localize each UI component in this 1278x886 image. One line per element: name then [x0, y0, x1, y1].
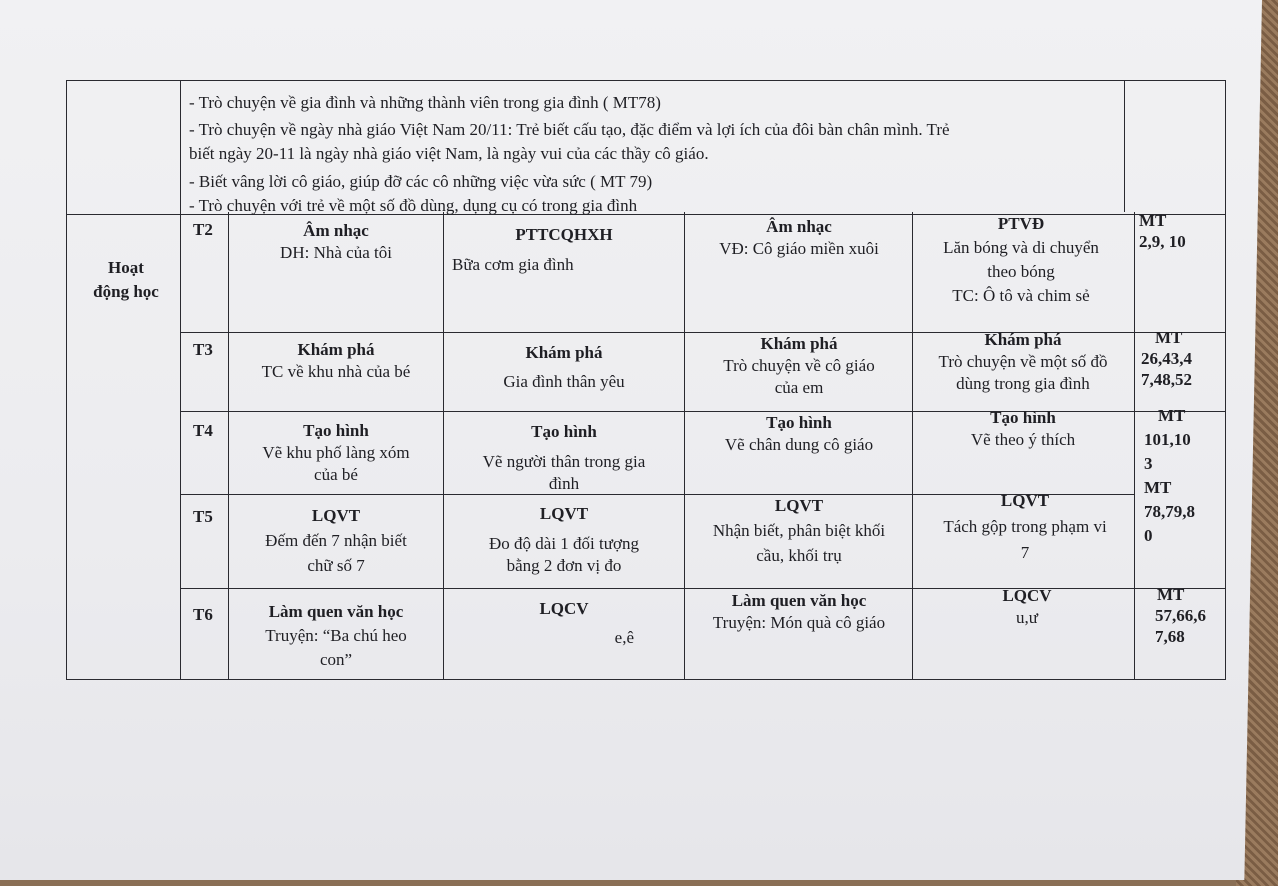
activity-text: Gia đình thân yêu [503, 372, 625, 391]
activity-title: Tạo hình [531, 422, 597, 441]
note-line: - Trò chuyện với trẻ về một số đồ dùng, dụng cụ có trong gia đình [189, 196, 638, 215]
activity-title: LQCV [1002, 586, 1052, 605]
activity-text: của bé [314, 465, 358, 484]
activity-cell [688, 216, 910, 260]
activity-text: Đếm đến 7 nhận biết [265, 531, 407, 550]
activity-text: Vẽ người thân trong gia [482, 452, 646, 471]
activity-cell [446, 598, 682, 649]
mt-code [1141, 327, 1192, 390]
mt-line: 0 [1144, 526, 1153, 545]
activity-text: cầu, khối trụ [756, 546, 842, 565]
activity-cell [914, 212, 1128, 308]
activity-cell [688, 412, 910, 456]
note-line: biết ngày 20-11 là ngày nhà giáo việt Nam, là ngày vui của các thầy cô giáo. [189, 144, 709, 163]
activity-text: con” [319, 650, 353, 669]
activity-cell [232, 339, 440, 383]
activity-text: Truyện: “Ba chú heo [265, 626, 407, 645]
activity-text: TC: Ô tô và chim sẻ [952, 286, 1090, 305]
note-line: - Trò chuyện về ngày nhà giáo Việt Nam 20/11: Trẻ biết cấu tạo, đặc điểm và lợi ích của đôi bàn chân mình. Trẻ [189, 120, 950, 139]
activity-cell [232, 220, 440, 264]
activity-cell [232, 600, 440, 672]
grid-line [684, 212, 685, 680]
activity-title: Tạo hình [766, 413, 832, 432]
mt-line: 7,48,52 [1141, 370, 1192, 389]
activity-cell [688, 493, 910, 568]
activity-title: Khám phá [760, 334, 838, 353]
activity-title: LQCV [539, 599, 589, 618]
activity-title: LQVT [311, 506, 361, 525]
activity-text: e,ê [614, 628, 634, 647]
activity-text: của em [774, 378, 824, 397]
day-label: T4 [193, 421, 213, 440]
mt-line: 26,43,4 [1141, 349, 1192, 368]
grid-line [912, 212, 913, 680]
activity-text: u,ư [1016, 608, 1038, 627]
activity-cell [918, 585, 1136, 629]
activity-text: TC về khu nhà của bé [261, 362, 411, 381]
activity-title: Làm quen văn học [268, 602, 404, 621]
activity-text: Vẽ theo ý thích [970, 430, 1076, 449]
grid-line [443, 212, 444, 680]
activity-cell [688, 590, 910, 634]
grid-line [228, 212, 229, 680]
day-label: T2 [193, 220, 213, 239]
note-line: - Trò chuyện về gia đình và những thành viên trong gia đình ( MT78) [189, 93, 661, 112]
day-label: T5 [193, 507, 213, 526]
mt-line: 101,10 [1144, 430, 1191, 449]
activity-title: PTVĐ [997, 214, 1045, 233]
mt-line: 78,79,8 [1144, 502, 1195, 521]
activity-text: Vẽ chân dung cô giáo [724, 435, 874, 454]
activity-title: Làm quen văn học [731, 591, 867, 610]
activity-cell [232, 503, 440, 578]
activity-text: Nhận biết, phân biệt khối [712, 521, 886, 540]
activity-title: LQVT [539, 504, 589, 523]
activity-title: PTTCQHXH [515, 225, 613, 244]
grid-line [1124, 80, 1125, 212]
activity-text: dùng trong gia đình [956, 374, 1090, 393]
activity-text: DH: Nhà của tôi [280, 243, 392, 262]
mt-line: 57,66,6 [1155, 606, 1206, 625]
activity-text: Đo độ dài 1 đối tượng [489, 534, 639, 553]
activity-title: Âm nhạc [766, 217, 832, 236]
activity-title: LQVT [1000, 491, 1050, 510]
activity-text: Trò chuyện về cô giáo [723, 356, 875, 375]
activity-text: theo bóng [987, 262, 1055, 281]
activity-text: Trò chuyện về một số đồ [938, 352, 1108, 371]
activity-cell [446, 224, 682, 276]
activity-cell [914, 329, 1132, 395]
mt-line: MT [1158, 406, 1186, 425]
activity-title: Khám phá [984, 330, 1062, 349]
activity-title: Tạo hình [990, 408, 1056, 427]
note-line: - Biết vâng lời cô giáo, giúp đỡ các cô những việc vừa sức ( MT 79) [189, 172, 653, 191]
mt-code [1139, 210, 1186, 252]
activity-text: Bữa cơm gia đình [452, 255, 574, 274]
mt-code [1155, 584, 1206, 647]
mt-line: 7,68 [1155, 627, 1185, 646]
activity-text: Tách gộp trong phạm vi [943, 517, 1107, 536]
activity-title: Khám phá [297, 340, 375, 359]
activity-text: Lăn bóng và di chuyển [943, 238, 1099, 257]
activity-text: bằng 2 đơn vị đo [506, 556, 622, 575]
section-label: Hoạt [108, 258, 144, 277]
activity-cell [446, 503, 682, 577]
day-label: T3 [193, 340, 213, 359]
activity-text: VĐ: Cô giáo miền xuôi [719, 239, 879, 258]
grid-line [180, 80, 181, 680]
activity-cell [688, 333, 910, 399]
mt-line: 3 [1144, 454, 1153, 473]
activity-cell [446, 421, 682, 495]
activity-text: đình [548, 474, 580, 493]
mt-line: MT [1139, 211, 1167, 230]
mt-line: MT [1157, 585, 1185, 604]
activity-title: LQVT [774, 496, 824, 515]
activity-title: Khám phá [525, 343, 603, 362]
mt-line: MT [1155, 328, 1183, 347]
activity-cell [446, 342, 682, 393]
activity-text: Truyện: Món quà cô giáo [712, 613, 886, 632]
activity-cell [232, 420, 440, 486]
activity-title: Âm nhạc [303, 221, 369, 240]
day-label: T6 [193, 605, 213, 624]
section-label: động học [93, 282, 159, 301]
activity-cell [914, 407, 1132, 451]
activity-text: Vẽ khu phố làng xóm [262, 443, 410, 462]
activity-text: chữ số 7 [307, 556, 365, 575]
mt-code [1144, 404, 1195, 548]
mt-line: MT [1144, 478, 1172, 497]
activity-title: Tạo hình [303, 421, 369, 440]
activity-cell [918, 488, 1132, 566]
activity-text: 7 [1020, 543, 1030, 562]
mt-line: 2,9, 10 [1139, 232, 1186, 251]
